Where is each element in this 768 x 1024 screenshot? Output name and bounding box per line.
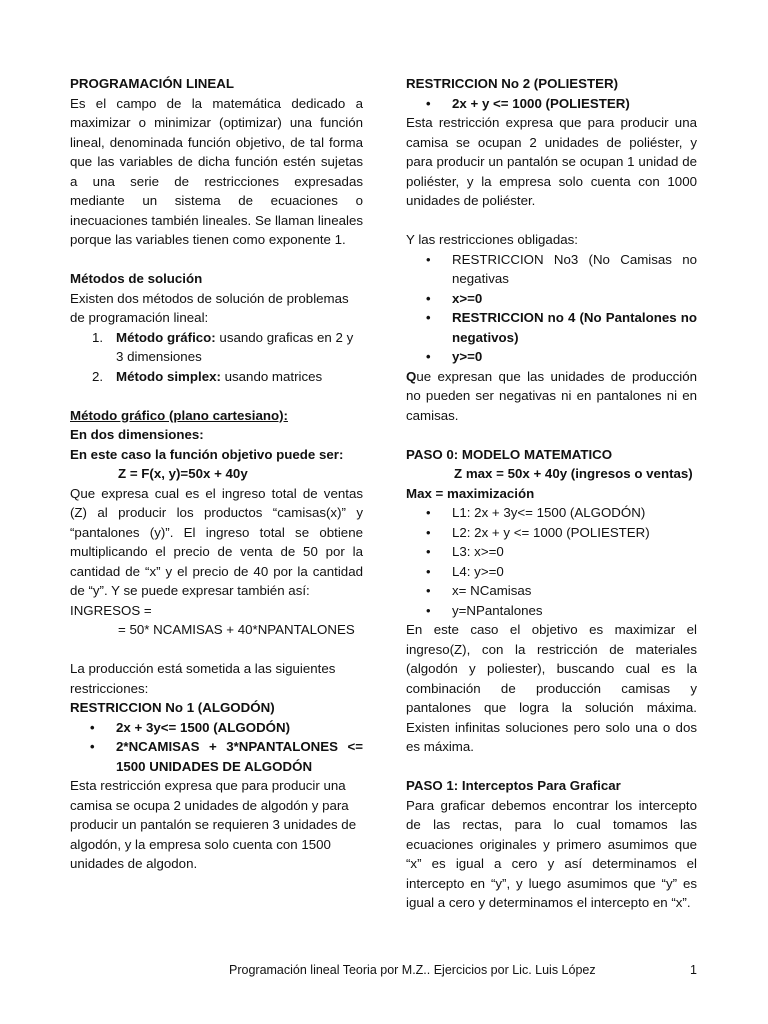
step-0-zmax: Z max = 50x + 40y (ingresos o ventas) bbox=[454, 466, 693, 481]
list-item: • L1: 2x + 3y<= 1500 (ALGODÓN) bbox=[406, 503, 697, 523]
list-item: • 2x + 3y<= 1500 (ALGODÓN) bbox=[70, 718, 363, 738]
list-item: • y>=0 bbox=[406, 347, 697, 367]
list-item: 2. Método simplex: usando matrices bbox=[92, 368, 323, 384]
restriction-2-heading: RESTRICCION No 2 (POLIESTER) bbox=[406, 76, 619, 91]
page-number: 1 bbox=[690, 963, 697, 977]
methods-intro: Existen dos métodos de solución de problemas de programación lineal: bbox=[70, 290, 349, 325]
methods-heading: Métodos de solución bbox=[70, 271, 203, 286]
production-intro: La producción está sometida a las siguientes restricciones: bbox=[70, 661, 336, 696]
ingresos-label: INGRESOS = bbox=[70, 602, 152, 618]
restriction-1-heading: RESTRICCION No 1 (ALGODÓN) bbox=[70, 700, 275, 715]
restriction-2-description: Esta restricción expresa que para producir una camisa se ocupan 2 unidades de poliéster, y para producir un pantalón se ocupan 1 unidad de poliéster, y la empresa solo cuenta con 1000 unidades de poliéster. bbox=[406, 115, 697, 208]
restriction-2-list bbox=[406, 94, 697, 114]
obligatory-list bbox=[406, 250, 697, 367]
ingresos-formula: = 50* NCAMISAS + 40*NPANTALONES bbox=[118, 622, 355, 637]
step-0-max: Max = maximización bbox=[406, 485, 535, 501]
list-item: • 2*NCAMISAS + 3*NPANTALONES <= 1500 UNIDADES DE ALGODÓN bbox=[70, 737, 363, 776]
step-1-heading: PASO 1: Interceptos Para Graficar bbox=[406, 778, 621, 793]
list-item: 1. Método gráfico: usando graficas en 2 y 3 dimensiones bbox=[92, 329, 354, 364]
list-item: • 2x + y <= 1000 (POLIESTER) bbox=[406, 94, 697, 114]
right-column bbox=[406, 74, 697, 913]
left-column bbox=[70, 74, 363, 874]
list-item: • x>=0 bbox=[406, 289, 697, 309]
restriction-1-list bbox=[70, 718, 363, 777]
section-title: PROGRAMACIÓN LINEAL bbox=[70, 76, 234, 91]
list-item: • y=NPantalones bbox=[406, 601, 697, 621]
objective-description: Que expresa cual es el ingreso total de ventas (Z) al producir los productos “camisas(x)” y “pantalones (y)”. El ingreso total se obtiene multiplicando el precio de venta de 50 por la cantidad de “x” y el precio de 40 por la cantidad de “y”. Y se puede expresar también así: bbox=[70, 485, 363, 598]
objective-formula: Z = F(x, y)=50x + 40y bbox=[118, 466, 248, 481]
obligatory-description: Que expresan que las unidades de producción no pueden ser negativas ni en pantalones ni en camisas. bbox=[406, 368, 697, 423]
list-item: • x= NCamisas bbox=[406, 581, 697, 601]
restriction-1-description: Esta restricción expresa que para producir una camisa se ocupa 2 unidades de algodón y para producir un pantalón se requieren 3 unidades de algodón, y la empresa solo cuenta con 1500 unidades de algodon. bbox=[70, 778, 357, 871]
step-0-heading: PASO 0: MODELO MATEMATICO bbox=[406, 446, 613, 462]
list-item: • RESTRICCION No3 (No Camisas no negativas bbox=[406, 250, 697, 289]
obligatory-intro: Y las restricciones obligadas: bbox=[406, 232, 578, 247]
list-item: • L3: x>=0 bbox=[406, 542, 697, 562]
methods-list bbox=[70, 328, 363, 387]
objective-intro: En este caso la función objetivo puede ser: bbox=[70, 446, 344, 462]
step-0-description: En este caso el objetivo es maximizar el ingreso(Z), con la restricción de materiales (algodón y poliester), buscando cual es la combinación de producción camisas y pantalones que logra la solución máxima. Existen infinitas soluciones pero solo una o dos es máxima. bbox=[406, 622, 697, 754]
graphic-method-heading: Método gráfico (plano cartesiano): bbox=[70, 407, 288, 423]
two-dim-heading: En dos dimensiones: bbox=[70, 427, 204, 442]
footer-text: Programación lineal Teoria por M.Z.. Ejercicios por Lic. Luis López bbox=[229, 963, 596, 977]
list-item: • RESTRICCION no 4 (No Pantalones no negativos) bbox=[406, 308, 697, 347]
intro-paragraph: Es el campo de la matemática dedicado a maximizar o minimizar (optimizar) una función lineal, denominada función objetivo, de tal forma que las variables de dicha función estén sujetas a una serie de restricciones expresadas mediante un sistema de ecuaciones o inecuaciones también lineales. Se llaman lineales porque las variables tienen como exponente 1. bbox=[70, 95, 363, 247]
list-item: • L4: y>=0 bbox=[406, 562, 697, 582]
step-1-description: Para graficar debemos encontrar los intercepto de las rectas, para lo cual tomamos las ecuaciones originales y primero asumimos que “x” es igual a cero y así determinamos el intercepto en “y”, y luego asumimos que “y” es igual a cero y determinamos el intercepto en “x”. bbox=[406, 797, 697, 910]
step-0-list bbox=[406, 503, 697, 620]
list-item: • L2: 2x + y <= 1000 (POLIESTER) bbox=[406, 523, 697, 543]
